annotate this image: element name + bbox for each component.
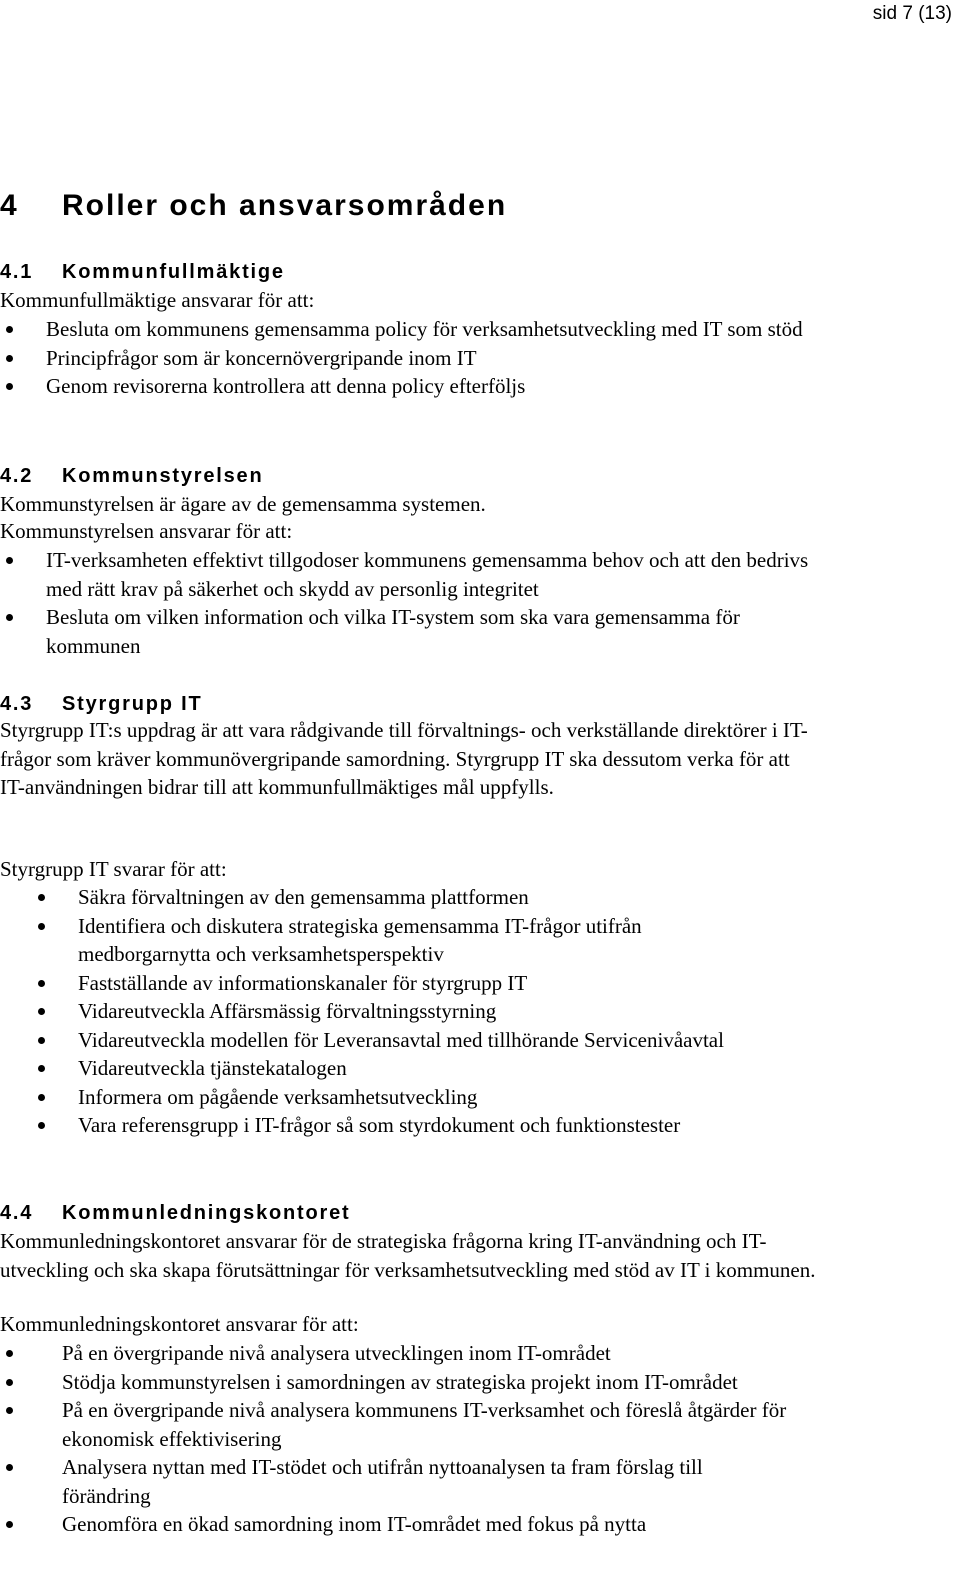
- list-item-text: Informera om pågående verksamhetsutveckling: [78, 1084, 478, 1109]
- list-item-text: Besluta om kommunens gemensamma policy för verksamhetsutveckling med IT som stöd: [46, 317, 803, 341]
- bullet-icon: [6, 355, 13, 362]
- list-item-text: IT-verksamheten effektivt tillgodoser kommunens gemensamma behov och att den bedrivs med rätt krav på säkerhet och skydd av personlig integritet: [46, 548, 809, 601]
- list-item-text: Identifiera och diskutera strategiska gemensamma IT-frågor utifrån medborgarnytta och verksamhetsperspektiv: [78, 913, 642, 966]
- list-item-text: På en övergripande nivå analysera kommunens IT-verksamhet och föreslå åtgärder för ekonomisk effektivisering: [62, 1398, 787, 1451]
- list-item-text: Genomföra en ökad samordning inom IT-området med fokus på nytta: [62, 1512, 647, 1536]
- section-heading-4-4: [0, 1199, 351, 1227]
- section-paragraph: Kommunstyrelsen ansvarar för att:: [0, 519, 293, 543]
- section-title: Kommunstyrelsen: [62, 465, 264, 487]
- section-paragraph: Kommunledningskontoret ansvarar för de strategiska frågorna kring IT-användning och IT-utveckling och ska skapa förutsättningar för verksamhetsutveckling med stöd av IT i kommunen.: [0, 1229, 816, 1282]
- list-item: [78, 1026, 778, 1055]
- list-item-text: Besluta om vilken information och vilka IT-system som ska vara gemensamma för kommunen: [46, 605, 740, 658]
- list-item: [46, 603, 816, 660]
- section-paragraph: Kommunfullmäktige ansvarar för att:: [0, 288, 315, 312]
- section-number: 4.3: [0, 693, 34, 715]
- section-number: 4.4: [0, 1202, 34, 1224]
- list-item: [78, 969, 778, 998]
- bullet-icon: [38, 1008, 45, 1015]
- section-heading-4-1: [0, 258, 285, 286]
- bullet-icon: [38, 1037, 45, 1044]
- bullet-list-4-3: [78, 883, 778, 1140]
- list-item-text: Fastställande av informationskanaler för styrgrupp IT: [78, 970, 528, 995]
- section-heading-4-2: [0, 462, 264, 490]
- bullet-icon: [38, 1122, 45, 1129]
- chapter-title: Roller och ansvarsområden: [62, 189, 508, 222]
- section-paragraph: Styrgrupp IT svarar för att:: [0, 857, 227, 881]
- bullet-icon: [38, 1065, 45, 1072]
- list-item-text: Vara referensgrupp i IT-frågor så som styrdokument och funktionstester: [78, 1113, 681, 1137]
- section-number: 4.1: [0, 261, 34, 283]
- bullet-icon: [6, 557, 13, 564]
- list-item-text: Genom revisorerna kontrollera att denna policy efterföljs: [46, 374, 526, 398]
- list-item: [46, 546, 816, 603]
- list-item-text: Principfrågor som är koncernövergripande inom IT: [46, 345, 477, 370]
- section-paragraph: Kommunledningskontoret ansvarar för att:: [0, 1312, 359, 1336]
- list-item-text: Vidareutveckla modellen för Leveransavtal med tillhörande Servicenivåavtal: [78, 1027, 724, 1052]
- list-item: [78, 1083, 778, 1112]
- list-item: [62, 1453, 792, 1510]
- list-item: [62, 1396, 792, 1453]
- bullet-icon: [38, 923, 45, 930]
- bullet-icon: [38, 1094, 45, 1101]
- bullet-icon: [6, 1379, 13, 1386]
- list-item-text: Vidareutveckla tjänstekatalogen: [78, 1056, 347, 1080]
- bullet-list-4-1: [46, 315, 806, 401]
- list-item: [46, 315, 806, 344]
- list-item: [46, 344, 806, 373]
- section-title: Kommunfullmäktige: [62, 261, 285, 283]
- bullet-icon: [6, 614, 13, 621]
- list-item: [62, 1339, 792, 1368]
- list-item: [62, 1510, 792, 1539]
- list-item: [78, 997, 778, 1026]
- section-title: Kommunledningskontoret: [62, 1202, 351, 1224]
- page-number: sid 7 (13): [872, 3, 952, 24]
- list-item-text: Säkra förvaltningen av den gemensamma plattformen: [78, 885, 529, 909]
- bullet-icon: [6, 326, 13, 333]
- list-item: [78, 1054, 778, 1083]
- section-heading-4-3: [0, 690, 203, 718]
- bullet-icon: [6, 383, 13, 390]
- bullet-icon: [6, 1464, 13, 1471]
- bullet-list-4-4: [62, 1339, 792, 1539]
- list-item: [78, 883, 778, 912]
- bullet-icon: [6, 1521, 13, 1528]
- section-paragraph: Kommunstyrelsen är ägare av de gemensamma systemen.: [0, 492, 486, 516]
- list-item: [62, 1368, 792, 1397]
- bullet-list-4-2: [46, 546, 816, 660]
- bullet-icon: [6, 1407, 13, 1414]
- section-title: Styrgrupp IT: [62, 693, 203, 715]
- section-number: 4.2: [0, 465, 34, 487]
- list-item: [78, 1111, 778, 1140]
- list-item: [46, 372, 806, 401]
- bullet-icon: [38, 980, 45, 987]
- chapter-heading: [0, 186, 507, 226]
- section-paragraph: Styrgrupp IT:s uppdrag är att vara rådgivande till förvaltnings- och verkställande direktörer i IT-frågor som kräver kommunövergripande samordning. Styrgrupp IT ska dessutom verka för att IT-användningen bidrar till att kommunfullmäktiges mål uppfylls.: [0, 718, 808, 799]
- list-item: [78, 912, 778, 969]
- chapter-number: 4: [0, 189, 19, 222]
- list-item-text: Analysera nyttan med IT-stödet och utifrån nyttoanalysen ta fram förslag till förändring: [62, 1455, 703, 1508]
- bullet-icon: [38, 894, 45, 901]
- list-item-text: Vidareutveckla Affärsmässig förvaltningsstyrning: [78, 999, 497, 1023]
- bullet-icon: [6, 1350, 13, 1357]
- list-item-text: Stödja kommunstyrelsen i samordningen av strategiska projekt inom IT-området: [62, 1369, 738, 1394]
- list-item-text: På en övergripande nivå analysera utvecklingen inom IT-området: [62, 1341, 611, 1365]
